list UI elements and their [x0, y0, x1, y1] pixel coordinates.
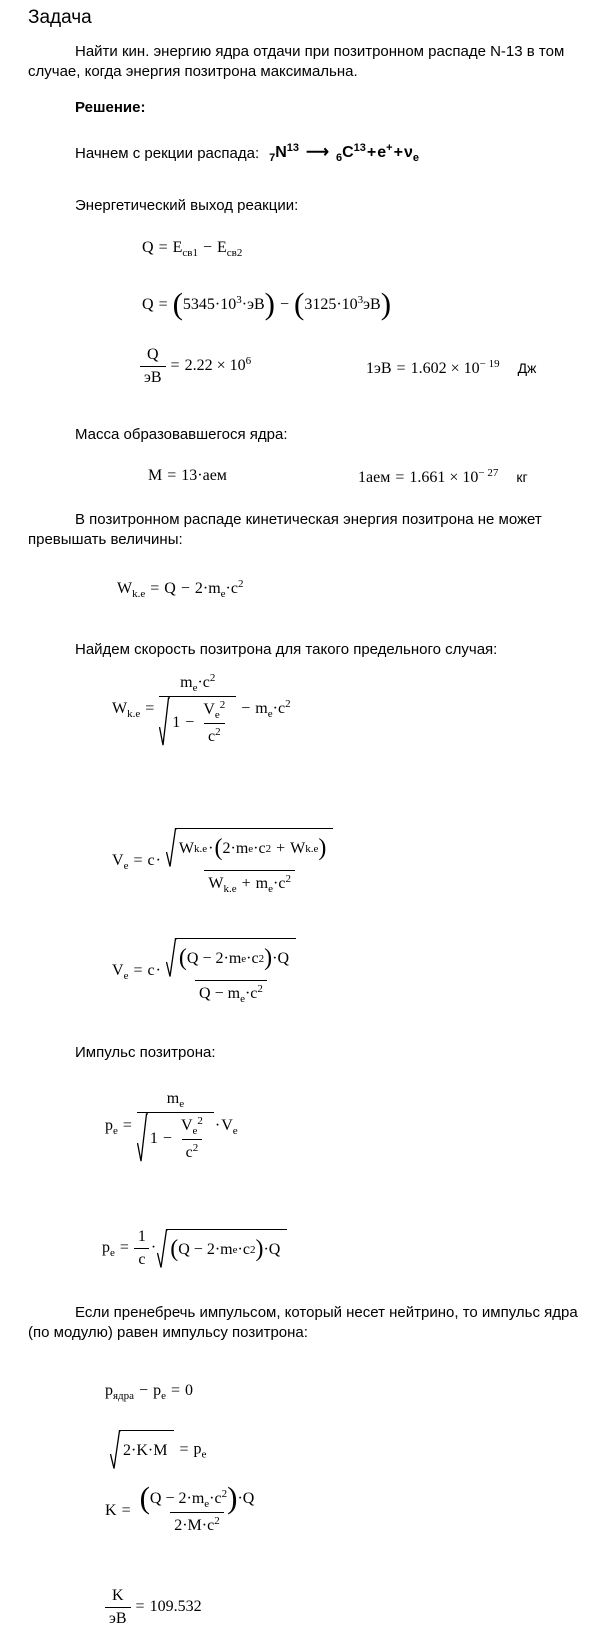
- unit-joule: Дж: [517, 360, 537, 376]
- radical-icon: [159, 697, 170, 747]
- paren: (: [293, 286, 305, 322]
- sqrt: 1 − $\frac{V_e^2}{c^2}$: [159, 697, 236, 747]
- momentum-label: Импульс позитрона:: [75, 1044, 216, 1061]
- radical-icon: [137, 1113, 148, 1163]
- equation-q-values: $Q = (5345\cdot 10^3\cdot эВ) - (3125\cdot 10^3эВ)$: [142, 286, 392, 322]
- page-title: Задача: [28, 7, 92, 28]
- equation-mass: M = 13·аем: [148, 467, 227, 484]
- neutrino-statement: Если пренебречь импульсом, который несет нейтрино, то импульс ядра (по модулю) равен импульсу позитрона:: [28, 1304, 578, 1341]
- fraction: ( Q − 2·m e ·c 2 ) ·Q $Q - m_e\cdot c^2$: [162, 938, 300, 1005]
- equation-q-result: $\frac{Q}{эВ}$ = $2.22 \times 10^6$: [140, 346, 251, 387]
- equation-ve-general: $V_e = c\cdot$ W k.e · ( 2·m e ·c 2 + W k.e ) $W_{k.e} + m_e\cdot c^2$: [112, 828, 337, 895]
- right-arrow-icon: ⟶: [306, 144, 329, 161]
- fraction: $\frac{V_e^2}{c^2}$: [180, 1115, 203, 1161]
- paren: ): [380, 286, 392, 322]
- equation-pe-final: $p_e$ = $\frac{1}{c}$ · ( Q − 2·m e ·c 2 ) ·Q: [102, 1228, 287, 1269]
- equation-wke-max: $W_{k.e} = Q - 2\cdot m_e\cdot c^2$: [117, 578, 244, 600]
- equation-momentum-balance: $p_{ядра} - p_e = 0$: [105, 1382, 193, 1402]
- equation-k-definition: K = $\frac{(Q - 2\cdot m_e\cdot c^2)\cdot Q}{2\cdot M\cdot c^2}$: [105, 1488, 258, 1535]
- paren: (: [139, 1480, 150, 1516]
- equation-q-definition: $Q = E_{св1} - E_{св2}$: [142, 239, 243, 259]
- sqrt: W k.e · ( 2·m e ·c 2 + W k.e ): [166, 828, 333, 868]
- sqrt: ( Q − 2·m e ·c 2 ) ·Q: [166, 938, 296, 978]
- fraction: $\frac{Q}{эВ}$: [140, 346, 166, 387]
- fraction: $m_e\cdot c^2$ 1 − $\frac{V_e^2}{c^2}$: [159, 672, 236, 747]
- radical-icon: [166, 828, 177, 868]
- fraction: $\frac{V_e^2}{c^2}$: [203, 699, 226, 745]
- limit-statement: В позитронном распаде кинетическая энергия позитрона не может превышать величины:: [28, 511, 542, 548]
- radical-icon: [110, 1430, 121, 1470]
- paren: ): [227, 1480, 238, 1516]
- sqrt: ( Q − 2·m e ·c 2 ) ·Q: [157, 1229, 287, 1269]
- fraction: W k.e · ( 2·m e ·c 2 + W k.e ) $W_{k.e} + m_e\cdot c^2$: [162, 828, 337, 895]
- energy-yield-label: Энергетический выход реакции:: [75, 197, 299, 214]
- sqrt: 1 − $\frac{V_e^2}{c^2}$: [137, 1113, 214, 1163]
- radical-icon: [157, 1229, 168, 1269]
- problem-statement: Найти кин. энергию ядра отдачи при позитронном распаде N-13 в том случае, когда энергия позитрона максимальна.: [28, 43, 565, 80]
- radical-icon: [166, 938, 177, 978]
- equation-amu-definition: $1аем = 1.661 \times 10^{- 27}$ кг: [358, 467, 528, 486]
- unit-kg: кг: [516, 469, 528, 485]
- fraction: $\frac{1}{c}$: [134, 1228, 150, 1269]
- reaction-formula: $_7N^{13}$ ⟶ $_6C^{13}+e^++\nu_e$: [269, 142, 419, 164]
- reaction-intro: Начнем с рекции распада:: [75, 144, 260, 162]
- equation-ve-final: $V_e = c\cdot$ ( Q − 2·m e ·c 2 ) ·Q $Q - m_e\cdot c^2$: [112, 938, 300, 1005]
- fraction: $\frac{K}{эВ}$: [105, 1587, 131, 1628]
- speed-statement: Найдем скорость позитрона для такого предельного случая:: [75, 641, 498, 658]
- equation-kp: 2·K·M = $p_e$: [110, 1430, 206, 1470]
- paren: ): [264, 286, 275, 322]
- equation-ev-definition: $1эВ = 1.602 \times 10^{- 19}$ Дж: [366, 358, 537, 377]
- mass-label: Масса образовавшегося ядра:: [75, 426, 288, 443]
- equation-k-result: $\frac{K}{эВ}$ = 109.532: [105, 1587, 202, 1628]
- fraction: $m_e$ 1 − $\frac{V_e^2}{c^2}$: [137, 1090, 214, 1163]
- equation-pe-relativistic: $p_e$ = $m_e$ 1 − $\frac{V_e^2}{c^2}$ $\cdot V_e$: [105, 1090, 238, 1161]
- paren: (: [172, 286, 183, 322]
- equation-wke-relativistic: $W_{k.e}$ = $m_e\cdot c^2$ 1 − $\frac{V_e^2}{c^2}$ − $m_e\cdot c^2$: [112, 672, 291, 745]
- sqrt: 2·K·M: [110, 1430, 174, 1470]
- solution-label: Решение:: [75, 99, 146, 116]
- reaction-line: [75, 142, 419, 164]
- fraction: $\frac{(Q - 2\cdot m_e\cdot c^2)\cdot Q}{2\cdot M\cdot c^2}$: [139, 1480, 255, 1534]
